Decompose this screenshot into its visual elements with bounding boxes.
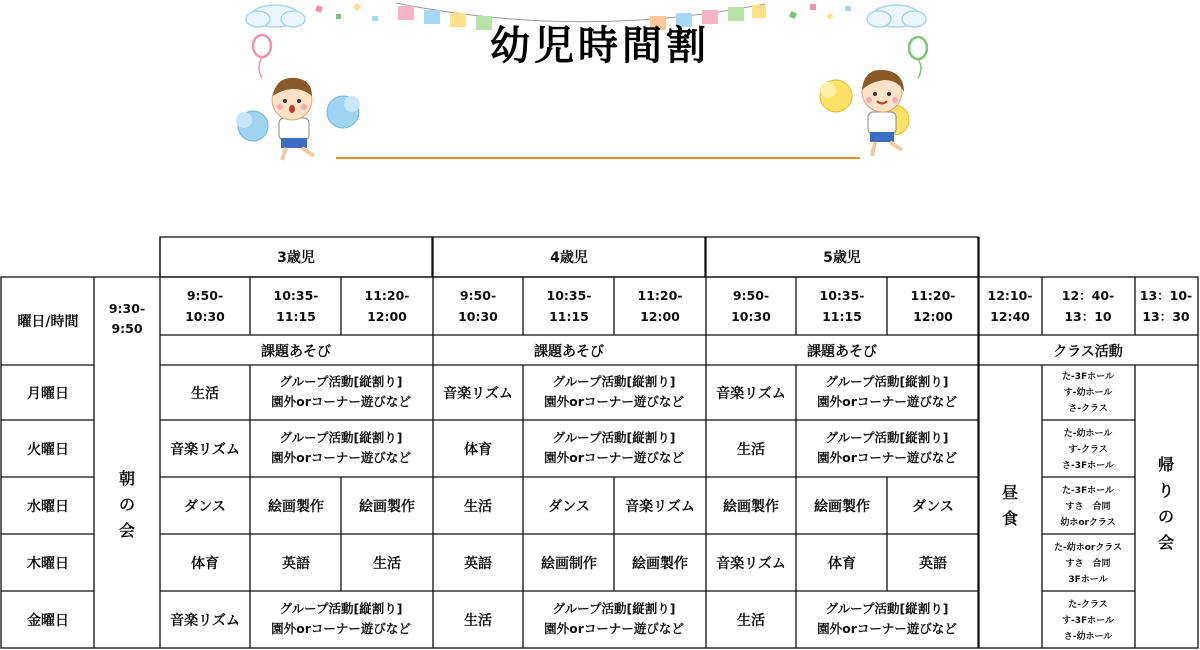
class-note: た-クラス	[1068, 600, 1108, 610]
class-note: す-幼ホール	[1063, 388, 1113, 398]
class-note: 幼ホorクラス	[1060, 518, 1116, 528]
slot-time: 9:50-	[186, 288, 224, 303]
class-note: さ-3Fホール	[1062, 461, 1114, 471]
class-note: た-幼ホール	[1063, 429, 1113, 439]
slot-time: 9:50-	[732, 288, 770, 303]
activity-cell: 英語	[464, 556, 492, 572]
group-activity: 園外orコーナー遊びなど	[817, 394, 957, 409]
activity-cell: 英語	[919, 556, 947, 572]
group-activity: グループ活動[縦割り]	[279, 374, 403, 389]
activity-cell: ダンス	[184, 499, 226, 515]
activity-cell: 音楽リズム	[170, 613, 240, 629]
group-activity: 園外orコーナー遊びなど	[817, 621, 957, 636]
group-activity: グループ活動[縦割り]	[552, 601, 676, 616]
activity-cell: 音楽リズム	[716, 556, 786, 572]
age-3-label: 3歳児	[277, 250, 315, 266]
class-note: すさ 合同	[1065, 559, 1111, 569]
slot-time: 10:30	[731, 309, 771, 324]
group-activity: 園外orコーナー遊びなど	[271, 450, 411, 465]
slot-time: 12:00	[640, 309, 680, 324]
group-activity: 園外orコーナー遊びなど	[544, 450, 684, 465]
slot-time: 12:00	[913, 309, 953, 324]
activity-cell: 音楽リズム	[716, 386, 786, 402]
activity-cell: 絵画製作	[632, 556, 688, 572]
group-activity: グループ活動[縦割り]	[552, 374, 676, 389]
group-activity: グループ活動[縦割り]	[825, 374, 949, 389]
activity-cell: 生活	[191, 386, 219, 402]
activity-cell: 生活	[737, 442, 765, 458]
block-label: 課題あそび	[807, 344, 877, 360]
activity-cell: 生活	[373, 556, 401, 572]
age-5-label: 5歳児	[823, 250, 861, 266]
group-activity: グループ活動[縦割り]	[552, 430, 676, 445]
morning-time-end: 9:50	[111, 321, 143, 336]
class-note: す-クラス	[1068, 445, 1108, 455]
slot-time: 9:50-	[459, 288, 497, 303]
activity-cell: 体育	[191, 556, 219, 572]
day-label: 火曜日	[27, 442, 69, 458]
lunch-label: 食	[1001, 509, 1019, 528]
activity-cell: 英語	[282, 556, 310, 572]
afternoon-time: 13：10	[1064, 309, 1112, 324]
block-label: 課題あそび	[261, 344, 331, 360]
morning-assembly: の	[118, 495, 136, 514]
block-label: 課題あそび	[534, 344, 604, 360]
day-label: 金曜日	[27, 613, 69, 629]
slot-time: 12:00	[367, 309, 407, 324]
slot-time: 11:15	[276, 309, 316, 324]
afternoon-time: 13：30	[1142, 309, 1190, 324]
slot-time: 11:20-	[637, 288, 683, 303]
day-label: 木曜日	[27, 556, 69, 572]
day-label: 水曜日	[27, 499, 69, 515]
activity-cell: 音楽リズム	[170, 442, 240, 458]
activity-cell: ダンス	[548, 499, 590, 515]
page-title: 幼児時間割	[490, 23, 710, 69]
group-activity: グループ活動[縦割り]	[279, 430, 403, 445]
activity-cell: 絵画製作	[268, 499, 324, 515]
slot-time: 10:35-	[819, 288, 865, 303]
slot-time: 10:35-	[546, 288, 592, 303]
slot-time: 11:15	[549, 309, 589, 324]
going-home-label: り	[1157, 481, 1175, 500]
activity-cell: 生活	[464, 499, 492, 515]
morning-assembly: 会	[118, 521, 136, 540]
slot-time: 11:15	[822, 309, 862, 324]
class-note: すさ 合同	[1065, 502, 1111, 512]
activity-cell: 音楽リズム	[443, 386, 513, 402]
slot-time: 11:20-	[910, 288, 956, 303]
activity-cell: 絵画制作	[541, 556, 597, 572]
class-note: す-3Fホール	[1062, 616, 1114, 626]
corner-label: 曜日/時間	[17, 314, 79, 330]
afternoon-time: 12:40	[990, 309, 1030, 324]
activity-cell: 生活	[464, 613, 492, 629]
activity-cell: 体育	[464, 442, 492, 458]
slot-time: 10:30	[185, 309, 225, 324]
group-activity: 園外orコーナー遊びなど	[817, 450, 957, 465]
class-note: さ-幼ホール	[1063, 632, 1113, 642]
activity-cell: 絵画製作	[814, 499, 870, 515]
activity-cell: 音楽リズム	[625, 499, 695, 515]
class-note: さ-クラス	[1068, 404, 1108, 414]
group-activity: 園外orコーナー遊びなど	[271, 621, 411, 636]
class-note: 3Fホール	[1068, 575, 1108, 585]
activity-cell: 体育	[828, 556, 856, 572]
activity-cell: 生活	[737, 613, 765, 629]
slot-time: 10:30	[458, 309, 498, 324]
activity-cell: 絵画製作	[723, 499, 779, 515]
afternoon-time: 12:10-	[987, 288, 1033, 303]
age-4-label: 4歳児	[550, 250, 588, 266]
class-note: た-3Fホール	[1062, 486, 1114, 496]
slot-time: 10:35-	[273, 288, 319, 303]
group-activity: 園外orコーナー遊びなど	[544, 394, 684, 409]
group-activity: グループ活動[縦割り]	[279, 601, 403, 616]
going-home-label: 会	[1157, 533, 1175, 552]
group-activity: 園外orコーナー遊びなど	[271, 394, 411, 409]
class-note: た-幼ホorクラス	[1053, 543, 1123, 553]
going-home-label: の	[1157, 507, 1175, 526]
day-label: 月曜日	[27, 386, 69, 402]
group-activity: 園外orコーナー遊びなど	[544, 621, 684, 636]
lunch-label: 昼	[1001, 483, 1019, 502]
activity-cell: 絵画製作	[359, 499, 415, 515]
morning-assembly: 朝	[118, 469, 136, 488]
group-activity: グループ活動[縦割り]	[825, 601, 949, 616]
afternoon-time: 12：40-	[1061, 288, 1115, 303]
activity-cell: ダンス	[912, 499, 954, 515]
going-home-label: 帰	[1157, 455, 1175, 474]
class-note: た-3Fホール	[1062, 372, 1114, 382]
morning-time-start: 9:30-	[108, 301, 146, 316]
class-activity-label: クラス活動	[1053, 344, 1123, 360]
afternoon-time: 13：10-	[1139, 288, 1193, 303]
slot-time: 11:20-	[364, 288, 410, 303]
group-activity: グループ活動[縦割り]	[825, 430, 949, 445]
